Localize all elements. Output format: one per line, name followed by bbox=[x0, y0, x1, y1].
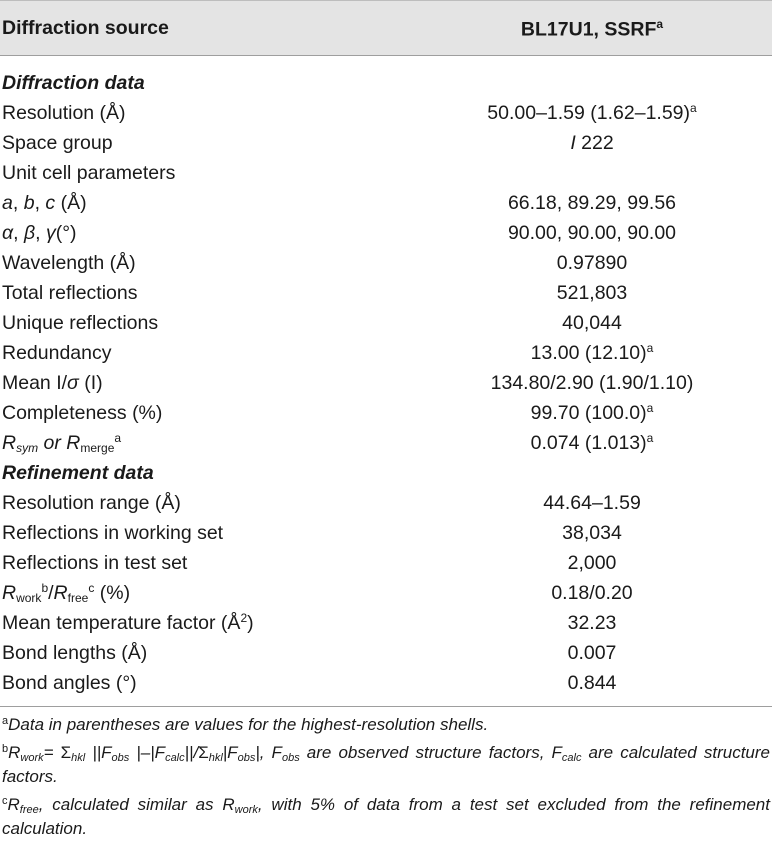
table-bottom-rule bbox=[0, 706, 772, 707]
row-value: 134.80/2.90 (1.90/1.10) bbox=[490, 372, 694, 394]
row-label: Resolution range (Å) bbox=[2, 492, 181, 514]
row-value: 0.97890 bbox=[556, 252, 628, 274]
table-footnotes bbox=[2, 713, 770, 845]
header-beamline bbox=[412, 17, 772, 42]
table-row bbox=[0, 608, 772, 638]
row-value: 50.00–1.59 $(1.62-1.59)^a$ bbox=[487, 101, 697, 124]
row-value: 521,803 bbox=[556, 282, 628, 304]
row-label: Unique reflections bbox=[2, 312, 159, 334]
table-header bbox=[0, 0, 772, 56]
row-value: 0.074 $(1.013)^a$ bbox=[530, 431, 654, 454]
header-beamline-text: BL17U1, SSRF bbox=[520, 18, 657, 41]
row-label: a, b, c (Å) bbox=[2, 192, 87, 214]
row-label: Wavelength (Å) bbox=[2, 252, 136, 274]
section-row-refinement bbox=[0, 458, 772, 488]
table-row bbox=[0, 278, 772, 308]
row-label: Completeness (%) bbox=[2, 402, 163, 424]
footnote-a: $^a$Data in parentheses are values for the highest-resolution shells. bbox=[2, 715, 489, 734]
table-row bbox=[0, 518, 772, 548]
row-label: Bond lengths (Å) bbox=[2, 642, 148, 664]
row-label: Unit cell parameters bbox=[2, 162, 176, 184]
row-label: Total reflections bbox=[2, 282, 138, 304]
table-row bbox=[0, 218, 772, 248]
table-row bbox=[0, 368, 772, 398]
row-value: 38,034 bbox=[562, 522, 622, 544]
header-beamline-footnote-mark: a bbox=[656, 17, 664, 31]
row-value: 90.00, 90.00, 90.00 bbox=[507, 222, 677, 244]
row-label: Reflections in working set bbox=[2, 522, 224, 544]
row-value: 66.18, 89.29, 99.56 bbox=[507, 192, 677, 214]
section-row-diffraction bbox=[0, 68, 772, 98]
table-row bbox=[0, 188, 772, 218]
row-label: Mean I/σ (I) bbox=[2, 372, 103, 394]
row-label: α, β, γ(°) bbox=[2, 222, 77, 244]
table-row bbox=[0, 308, 772, 338]
table-body bbox=[0, 68, 772, 698]
row-label: Redundancy bbox=[2, 342, 112, 364]
row-label: $R_{sym}$ or $R_{merge}^a$ bbox=[2, 431, 122, 455]
row-value: 99.70 $(100.0)^a$ bbox=[530, 401, 654, 424]
row-label: Resolution (Å) bbox=[2, 102, 126, 124]
row-value: 44.64–1.59 bbox=[543, 492, 641, 514]
row-value: I 222 bbox=[570, 132, 614, 154]
section-title: Refinement data bbox=[2, 462, 154, 484]
table-row bbox=[0, 248, 772, 278]
row-value: 32.23 bbox=[567, 612, 617, 634]
section-title: Diffraction data bbox=[2, 72, 145, 94]
table-row bbox=[0, 668, 772, 698]
row-value: 40,044 bbox=[562, 312, 622, 334]
row-value: 0.007 bbox=[567, 642, 617, 664]
row-label: $R_{work}^b/R_{free}^c$ (%) bbox=[2, 581, 131, 605]
table-row bbox=[0, 638, 772, 668]
row-label: Mean temperature factor $(Å^2)$ bbox=[2, 611, 254, 634]
table-row bbox=[0, 548, 772, 578]
row-value: 0.844 bbox=[567, 672, 617, 694]
row-value: 13.00 $(12.10)^a$ bbox=[530, 341, 654, 364]
row-label: Bond angles (°) bbox=[2, 672, 137, 694]
table-row bbox=[0, 398, 772, 428]
table-row bbox=[0, 98, 772, 128]
footnote-b: $^bR_{work}= \Sigma_{hkl}$ $||F_{obs}$ $|-|F_{calc}||/\Sigma_{hkl}|F_{obs}|$, $F_{obs}$ are observed structure factors, $F_{calc}$ are calculated structure factors. bbox=[2, 743, 770, 786]
table-row bbox=[0, 578, 772, 608]
table-row bbox=[0, 158, 772, 188]
table-row bbox=[0, 428, 772, 458]
row-value: 0.18/0.20 bbox=[551, 582, 633, 604]
header-diffraction-source: Diffraction source bbox=[2, 17, 169, 39]
table-row bbox=[0, 488, 772, 518]
row-label: Reflections in test set bbox=[2, 552, 188, 574]
table-row bbox=[0, 338, 772, 368]
table-row bbox=[0, 128, 772, 158]
row-value: 2,000 bbox=[567, 552, 617, 574]
footnote-c: $^cR_{free}$, calculated similar as $R_{work}$, with 5% of data from a test set excluded from the refinement calculation. bbox=[2, 795, 770, 838]
row-label: Space group bbox=[2, 132, 113, 154]
